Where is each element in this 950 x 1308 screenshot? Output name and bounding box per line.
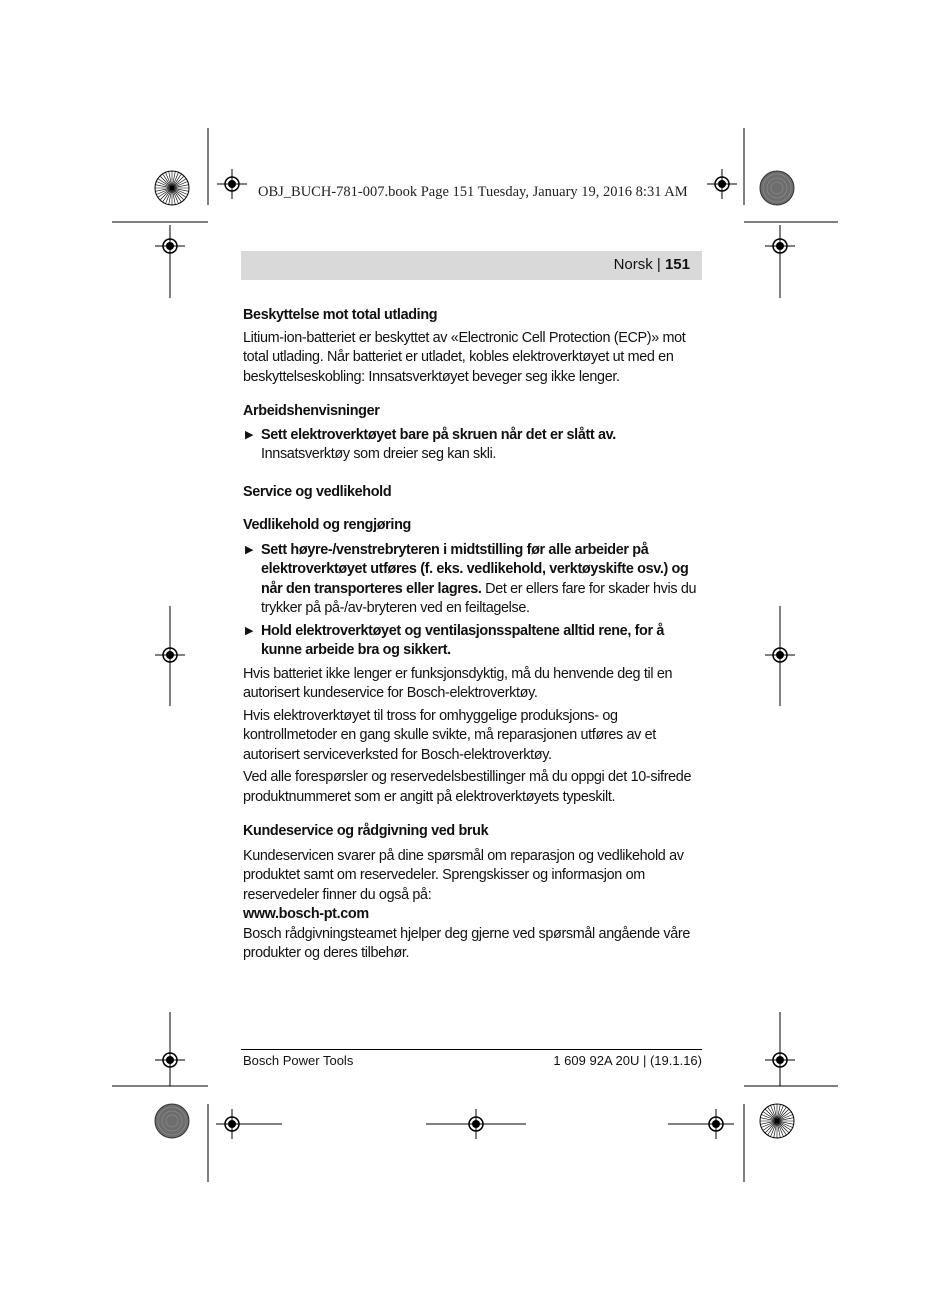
paragraph-customer-service: Kundeservicen svarer på dine spørsmål om reparasjon og vedlikehold av produktet samt om reservedeler. Sprengskisser og informasjon om reservedeler finner du også på:: [243, 847, 684, 903]
page-number: 151: [664, 256, 690, 273]
footer-company: Bosch Power Tools: [243, 1053, 354, 1068]
section-title-service: Service og vedlikehold: [243, 483, 392, 500]
heading-customer-service: Kundeservice og rådgivning ved bruk: [243, 823, 489, 839]
heading-maintenance: Vedlikehold og rengjøring: [243, 517, 411, 533]
footer-rule: [241, 1049, 702, 1050]
heading-deep-discharge: Beskyttelse mot total utlading: [243, 307, 438, 323]
bullet-triangle-icon: ▶: [245, 428, 254, 441]
bullet-triangle-icon: ▶: [245, 543, 254, 556]
website-link[interactable]: www.bosch-pt.com: [243, 906, 369, 922]
paragraph-deep-discharge: Litium-ion-batteriet er beskyttet av «Electronic Cell Protection (ECP)» mot total utlading. Når batteriet er utladet, kobles elektroverktøyet ut med en beskyttelseskobling: Innsatsverktøyet beveger seg ikke lenger.: [243, 329, 686, 385]
footer-doc-number: 1 609 92A 20U | (19.1.16): [553, 1053, 702, 1068]
bullet-maintenance-2: ▶ Hold elektroverktøyet og ventilasjonsspaltene alltid rene, for å kunne arbeide bra og sikkert.: [245, 622, 665, 658]
heading-working: Arbeidshenvisninger: [243, 403, 380, 419]
paragraph-advice-team: Bosch rådgivningsteamet hjelper deg gjerne ved spørsmål angående våre produkter og deres tilbehør.: [243, 925, 691, 961]
bullet-triangle-icon: ▶: [245, 624, 254, 637]
paragraph-battery: Hvis batteriet ikke lenger er funksjonsdyktig, må du henvende deg til en autorisert kundeservice for Bosch-elektroverktøy.: [243, 665, 673, 701]
paragraph-spare-parts: Ved alle forespørsler og reservedelsbestillinger må du oppgi det 10-sifrede produktnummeret som er angitt på elektroverktøyets typeskilt.: [243, 769, 692, 805]
bullet-working-1: ▶ Sett elektroverktøyet bare på skruen når det er slått av. Innsatsverktøy som dreier seg kan skli.: [245, 426, 616, 462]
paragraph-repair: Hvis elektroverktøyet til tross for omhyggelige produksjons- og kontrollmetoder en gang skulle svikte, må reparasjonen utføres av et autorisert serviceverksted for Bosch-elektroverktøy.: [243, 707, 656, 763]
page-header-bar: [241, 251, 702, 280]
bullet-maintenance-1: ▶ Sett høyre-/venstrebryteren i midtstilling før alle arbeider på elektroverktøyet utføres (f. eks. vedlikehold, verktøyskifte osv.) og når den transporteres eller lagres. Det er ellers fare for skader hvis du trykker på på-/av-bryteren ved en feiltagelse.: [245, 541, 697, 616]
header-language: Norsk: [613, 256, 653, 273]
print-file-info: OBJ_BUCH-781-007.book Page 151 Tuesday, January 19, 2016 8:31 AM: [258, 184, 688, 200]
page-content: [243, 306, 703, 964]
page-header: Norsk | 151: [613, 256, 690, 273]
